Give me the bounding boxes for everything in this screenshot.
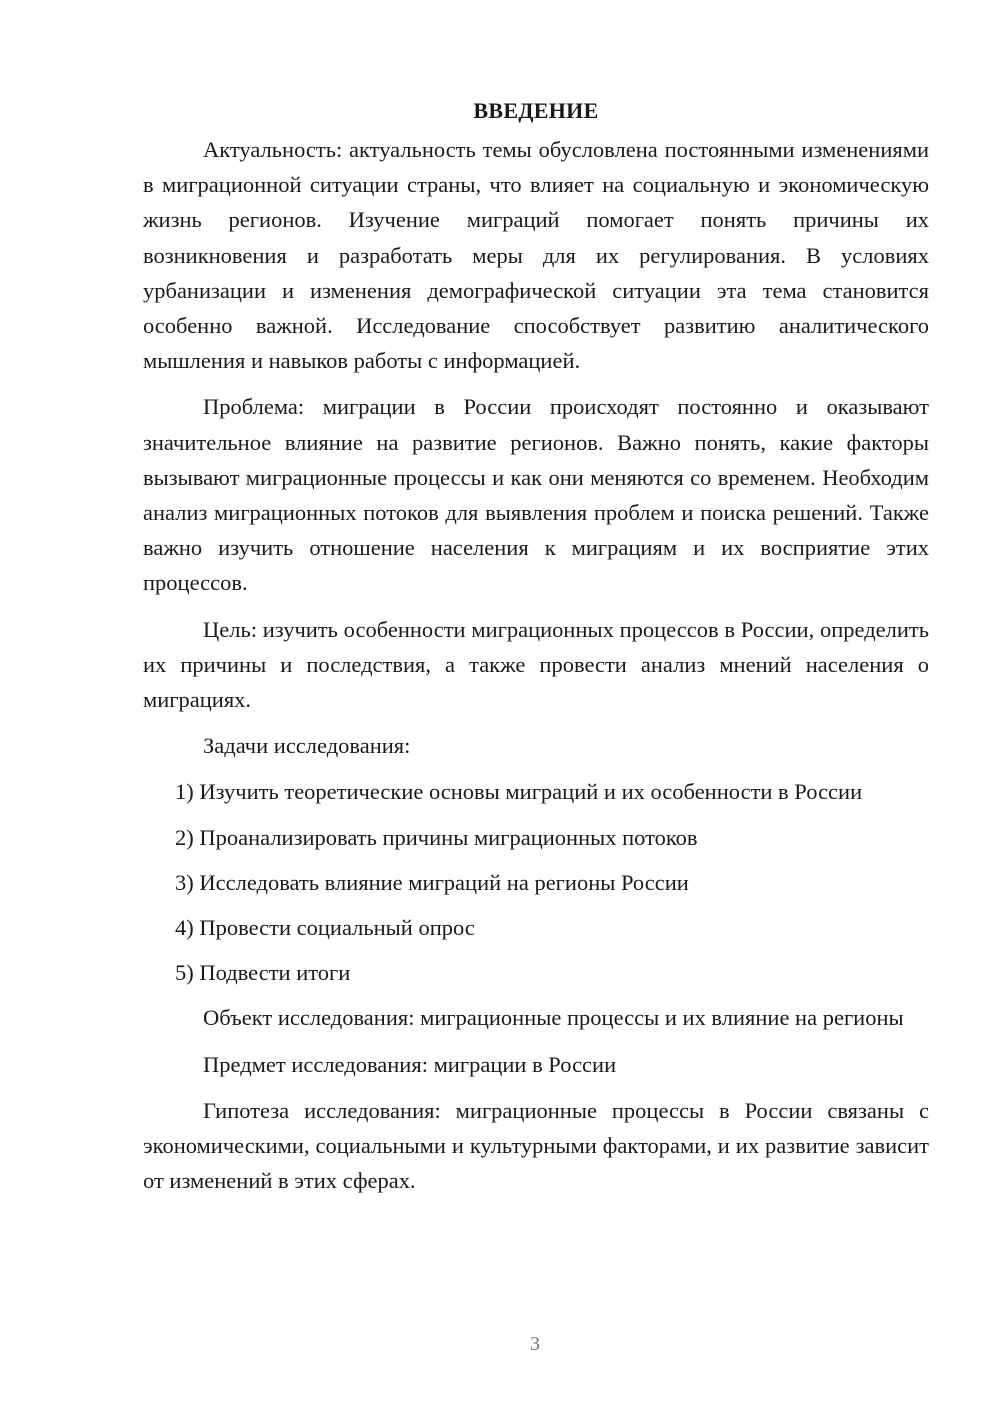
page-number: 3 [530,1333,540,1355]
document-page [143,94,929,1209]
list-item: 1) Изучить теоретические основы миграций и их особенности в России [175,779,863,805]
object-paragraph: Объект исследования: миграционные процессы и их влияние на регионы [203,1005,904,1031]
list-item: 2) Проанализировать причины миграционных потоков [175,824,698,850]
hypothesis-paragraph: Гипотеза исследования: миграционные процессы в России связаны с экономическими, социальными и культурными факторами, и их развитие зависит от изменений в этих сферах. [143,1097,929,1194]
goal-paragraph: Цель: изучить особенности миграционных процессов в России, определить их причины и последствия, а также провести анализ мнений населения о миграциях. [143,616,929,713]
tasks-heading: Задачи исследования: [203,733,411,759]
subject-paragraph: Предмет исследования: миграции в России [203,1051,617,1077]
page-title: ВВЕДЕНИЕ [473,98,599,123]
relevance-paragraph: Актуальность: актуальность темы обусловлена постоянными изменениями в миграционной ситуации страны, что влияет на социальную и экономическую жизнь регионов. Изучение миграций помогает понять причины их возникновения и разработать меры для их регулирования. В условиях урбанизации и изменения демографической ситуации эта тема становится особенно важной. Исследование способствует развитию аналитического мышления и навыков работы с информацией. [143,137,929,374]
list-item: 3) Исследовать влияние миграций на регионы России [175,869,689,895]
list-item: 4) Провести социальный опрос [175,915,475,941]
problem-paragraph: Проблема: миграции в России происходят постоянно и оказывают значительное влияние на развитие регионов. Важно понять, какие факторы вызывают миграционные процессы и как они меняются со временем. Необходим анализ миграционных потоков для выявления проблем и поиска решений. Также важно изучить отношение населения к миграциям и их восприятие этих процессов. [143,394,929,596]
tasks-list [143,774,929,990]
list-item: 5) Подвести итоги [175,960,351,986]
